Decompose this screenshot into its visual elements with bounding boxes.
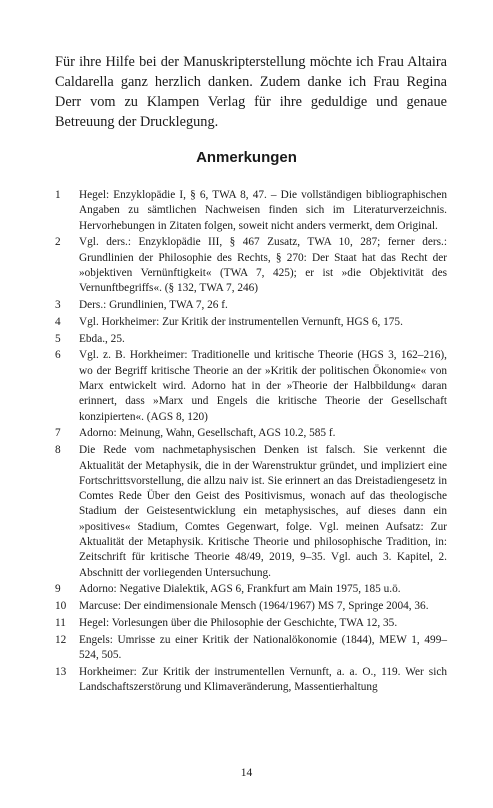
note-item [55, 315, 447, 330]
note-text: Marcuse: Der eindimensionale Mensch (1964/1967) MS 7, Springe 2004, 36. [79, 600, 429, 613]
note-text: Die Rede vom nachmetaphysischen Denken ist falsch. Sie verkennt die Aktualität der Metaphysik, die in der Warenstruktur gründet, und impliziert eine Fortschrittsvorstellung, die allzu naiv ist. Sie erinnert an das Dreistadiengesetz in Comtes Rede Über den Geist des Positivismus, wonach auf das theologische Stadium der Geistesentwicklung ein metaphysisches, auf dieses dann ein »positives« Stadium, Comtes Gegenwart, folge. Vgl. meinen Aufsatz: Zur Aktualität der Metaphysik. Kritische Theorie und philosophische Tradition, in: Zeitschrift für kritische Theorie 48/49, 2019, 9–35. Vgl. auch 3. Kapitel, 2. Abschnitt der vorliegenden Untersuchung. [79, 444, 447, 579]
note-number: 5 [55, 332, 61, 345]
note-item [55, 443, 447, 581]
note-text: Hegel: Vorlesungen über die Philosophie der Geschichte, TWA 12, 35. [79, 617, 398, 630]
note-item [55, 235, 447, 296]
note-item [55, 426, 447, 441]
note-item [55, 633, 447, 664]
note-item [55, 665, 447, 696]
note-text: Hegel: Enzyklopädie I, § 6, TWA 8, 47. – Die vollständigen bibliographischen Angaben zu sämtlichen Nachweisen finden sich im Literaturverzeichnis. Hervorhebungen in Zitaten folgen, soweit nicht anders vermerkt, dem Original. [79, 189, 447, 232]
note-item [55, 332, 447, 347]
note-number: 10 [55, 600, 67, 613]
note-number: 13 [55, 665, 67, 678]
note-text: Adorno: Negative Dialektik, AGS 6, Frankfurt am Main 1975, 185 u.ö. [79, 583, 401, 596]
page-number: 14 [240, 767, 253, 779]
note-item [55, 616, 447, 631]
note-text: Vgl. z. B. Horkheimer: Traditionelle und kritische Theorie (HGS 3, 162–216), wo der Begriff kritische Theorie an der »Kritik der politischen Ökonomie« von Marx entwickelt wird. Adorno hat in der »Theorie der Halbbildung« daran erinnert, dass »Marx und Engels die kritische Theorie der Gesellschaft konzipierten«. (AGS 8, 120) [79, 349, 447, 423]
note-item [55, 599, 447, 614]
note-text: Engels: Umrisse zu einer Kritik der Nationalökonomie (1844), MEW 1, 499–524, 505. [79, 633, 447, 662]
note-number: 1 [55, 189, 61, 201]
note-item [55, 298, 447, 313]
note-number: 2 [55, 236, 61, 249]
note-item [55, 582, 447, 597]
note-number: 6 [55, 349, 61, 362]
note-number: 9 [55, 583, 61, 596]
note-number: 3 [55, 299, 61, 312]
note-text: Vgl. ders.: Enzyklopädie III, § 467 Zusatz, TWA 10, 287; ferner ders.: Grundlinien der Philosophie des Rechts, § 270: Der Staat hat das Recht der »objektiven Vernünftigkeit« (TWA 7, 425); er ist »die Objektivität des Vernunftbegriffs«. (§ 132, TWA 7, 246) [79, 236, 447, 295]
note-text: Ders.: Grundlinien, TWA 7, 26 f. [79, 299, 228, 312]
note-text: Adorno: Meinung, Wahn, Gesellschaft, AGS 10.2, 585 f. [79, 427, 336, 440]
acknowledgment-paragraph: Für ihre Hilfe bei der Manuskripterstellung möchte ich Frau Altaira Caldarella ganz herzlich danken. Zudem danke ich Frau Regina Derr vom zu Klampen Verlag für ihre geduldige und genaue Betreuung der Drucklegung. [55, 54, 447, 130]
notes-list [55, 188, 447, 697]
note-number: 11 [55, 617, 66, 630]
note-item [55, 188, 447, 234]
note-number: 8 [55, 444, 61, 457]
note-number: 7 [55, 427, 61, 440]
note-number: 12 [55, 633, 67, 646]
note-number: 4 [55, 315, 61, 328]
note-text: Horkheimer: Zur Kritik der instrumentellen Vernunft, a. a. O., 119. Wer sich Landschaftszerstörung und Klimaveränderung, Massentierhaltung [79, 665, 447, 694]
note-text: Vgl. Horkheimer: Zur Kritik der instrumentellen Vernunft, HGS 6, 175. [79, 315, 403, 328]
note-item [55, 348, 447, 424]
note-text: Ebda., 25. [79, 332, 125, 345]
section-heading: Anmerkungen [196, 149, 297, 166]
